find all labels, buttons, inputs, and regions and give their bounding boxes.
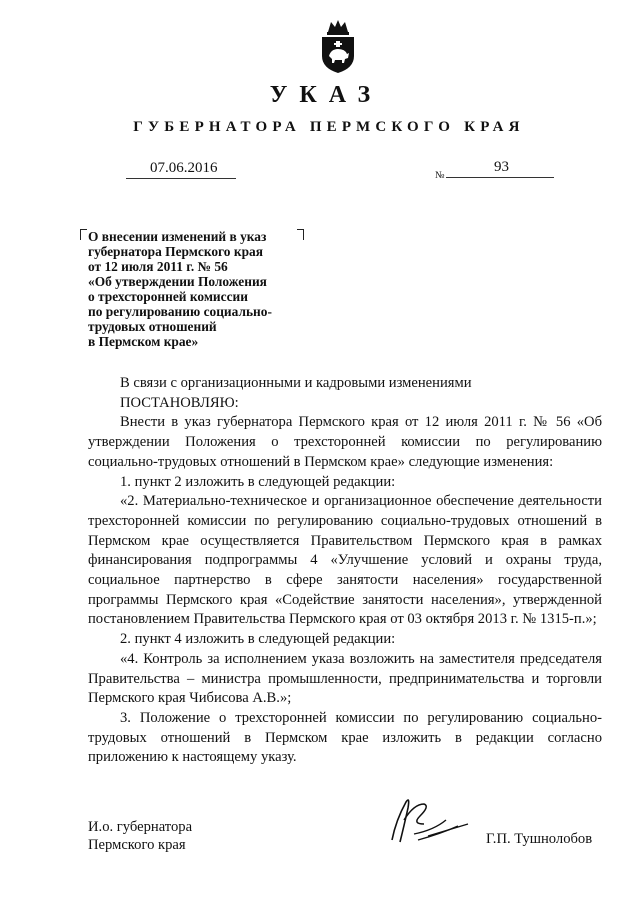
document-heading <box>88 229 308 349</box>
document-subtitle: ГУБЕРНАТОРА ПЕРМСКОГО КРАЯ <box>133 119 525 135</box>
body-paragraph: 3. Положение о трехсторонней комиссии по регулированию социально-трудовых отношений в Пермском крае изложить в редакции согласно приложению к настоящему указу. <box>88 709 602 766</box>
body-paragraph: ПОСТАНОВЛЯЮ: <box>120 394 239 411</box>
heading-line: от 12 июля 2011 г. № 56 <box>88 259 228 274</box>
body-paragraph: Внести в указ губернатора Пермского края от 12 июля 2011 г. № 56 «Об утверждении Положения о трехсторонней комиссии по регулированию социально-трудовых отношений в Пермском крае» следующие изменения: <box>88 414 602 470</box>
heading-line: о трехсторонней комиссии <box>88 289 248 304</box>
signer-name: Г.П. Тушнолобов <box>486 831 593 847</box>
signer-position <box>88 818 192 854</box>
body-paragraph: «2. Материально-техническое и организационное обеспечение деятельности трехсторонней комиссии по регулированию социально-трудовых отношений в Пермском крае осуществляется Правительством Пермского края в рамках финансирования подпрограммы 4 «Улучшение условий и охраны труда, социальное партнерство в сфере занятости населения» государственной программы Пермского края «Содействие занятости населения», утвержденной постановлением Правительства Пермского края от 03 октября 2013 г. № 1315-п.»; <box>88 493 602 628</box>
document-number: 93 <box>494 159 509 175</box>
heading-line: в Пермском крае» <box>88 334 199 349</box>
body-paragraph: В связи с организационными и кадровыми изменениями <box>120 375 472 391</box>
document-title: УКАЗ <box>269 82 383 108</box>
number-underline <box>446 177 554 178</box>
signer-position-line: Пермского края <box>88 837 186 853</box>
heading-corner-left <box>80 229 87 240</box>
body-paragraph: «4. Контроль за исполнением указа возложить на заместителя председателя Правительства – министра промышленности, предпринимательства и торговли Пермского края Чибисова А.В.»; <box>88 650 602 707</box>
heading-line: по регулированию социально- <box>88 304 272 319</box>
date-underline <box>126 178 236 179</box>
body-paragraph: 2. пункт 4 изложить в следующей редакции: <box>120 631 396 648</box>
handwritten-signature <box>384 790 474 848</box>
number-label: № <box>435 170 445 181</box>
document-date: 07.06.2016 <box>150 160 218 176</box>
heading-line: О внесении изменений в указ <box>88 229 267 244</box>
heading-line: трудовых отношений <box>88 319 217 334</box>
heading-line: губернатора Пермского края <box>88 244 263 259</box>
heading-line: «Об утверждении Положения <box>88 274 267 289</box>
document-body <box>88 374 602 768</box>
coat-of-arms-icon <box>318 18 358 74</box>
body-paragraph: 1. пункт 2 изложить в следующей редакции: <box>120 473 396 490</box>
signer-position-line: И.о. губернатора <box>88 819 193 835</box>
